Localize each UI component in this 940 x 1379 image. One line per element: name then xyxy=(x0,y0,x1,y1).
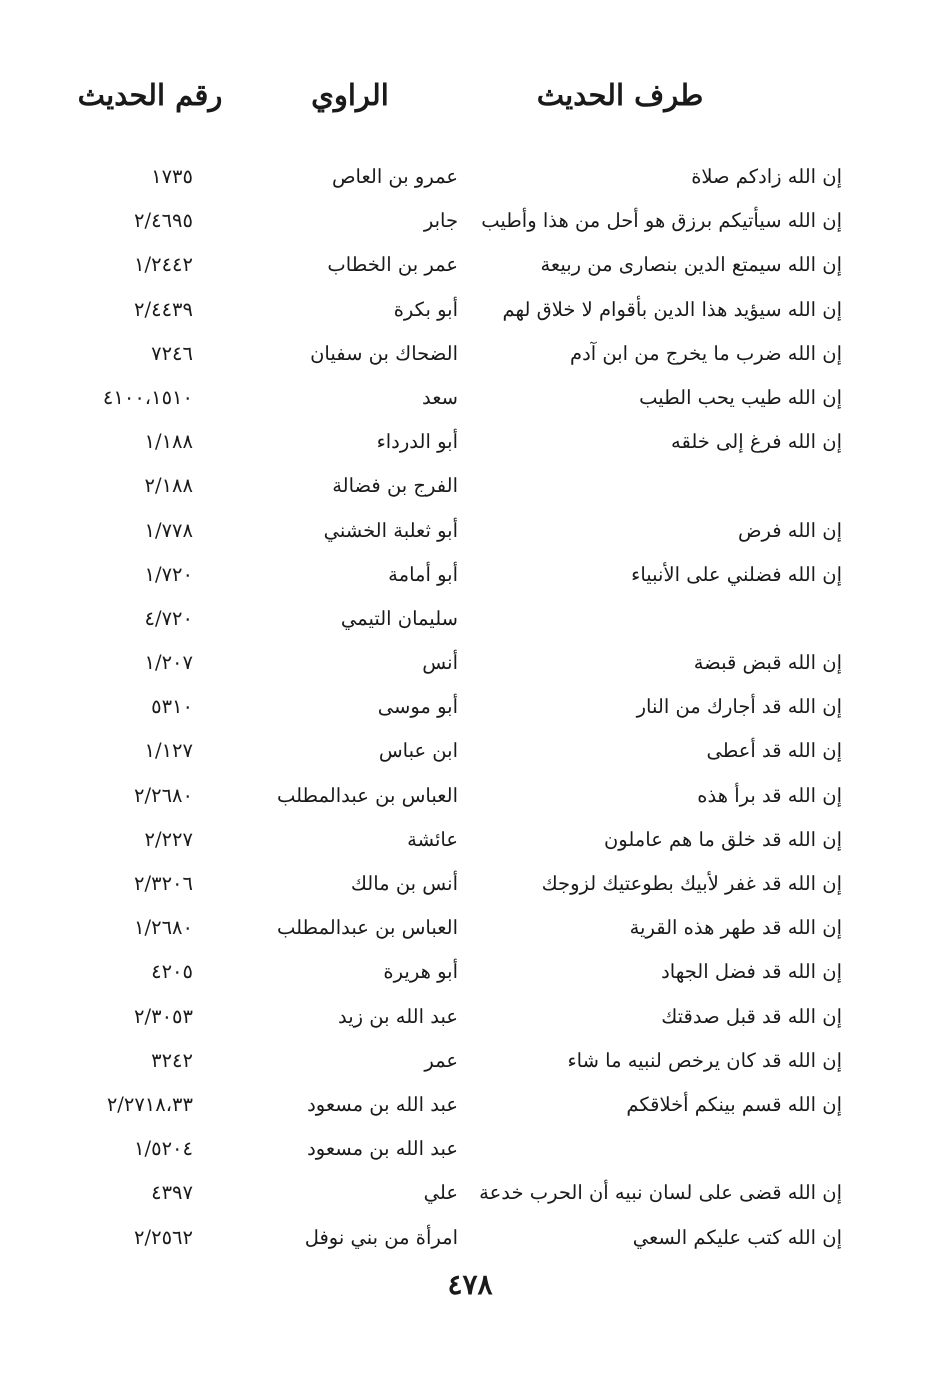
narrator-cell: عمر xyxy=(424,1048,458,1072)
narrator-cell: عبد الله بن زيد xyxy=(338,1004,458,1028)
hadith-number-cell: ٢/٢٦٨٠ xyxy=(134,783,193,807)
hadith-number-cell: ٢/٤٦٩٥ xyxy=(134,209,193,233)
narrator-cell: عمر بن الخطاب xyxy=(327,253,458,277)
hadith-number-cell: ١/٧٢٠ xyxy=(144,562,193,586)
table-row xyxy=(0,818,940,862)
narrator-cell: سليمان التيمي xyxy=(340,606,458,630)
hadith-number-cell: ٤١٠٠،١٥١٠ xyxy=(102,385,193,409)
hadith-opening-cell: إن الله قضى على لسان نبيه أن الحرب خدعة xyxy=(479,1181,842,1205)
narrator-cell: علي xyxy=(423,1181,458,1205)
hadith-opening-cell: إن الله فضلني على الأنبياء xyxy=(631,562,842,586)
narrator-cell: أبو بكرة xyxy=(393,297,458,321)
hadith-opening-cell: إن الله قد كان يرخص لنبيه ما شاء xyxy=(567,1048,842,1072)
table-row xyxy=(0,1171,940,1215)
hadith-opening-cell: إن الله قد برأ هذه xyxy=(697,783,842,807)
hadith-number-cell: ٤٢٠٥ xyxy=(151,960,193,984)
table-row xyxy=(0,774,940,818)
table-row xyxy=(0,597,940,641)
table-row xyxy=(0,243,940,287)
hadith-opening-cell: إن الله سيمتع الدين بنصارى من ربيعة xyxy=(540,253,842,277)
hadith-opening-cell: إن الله سيأتيكم برزق هو أحل من هذا وأطيب xyxy=(481,209,842,233)
hadith-number-cell: ٢/١٨٨ xyxy=(144,474,193,498)
column-header-hadith-opening: طرف الحديث xyxy=(536,78,704,112)
table-row xyxy=(0,155,940,199)
hadith-opening-cell: إن الله قبض قبضة xyxy=(693,651,842,675)
hadith-number-cell: ٤٣٩٧ xyxy=(151,1181,193,1205)
table-row xyxy=(0,906,940,950)
narrator-cell: عبد الله بن مسعود xyxy=(307,1137,458,1161)
table-row xyxy=(0,1127,940,1171)
narrator-cell: أبو الدرداء xyxy=(376,430,458,454)
narrator-cell: العباس بن عبدالمطلب xyxy=(276,783,458,807)
hadith-opening-cell: إن الله قد أجارك من النار xyxy=(636,695,842,719)
column-header-hadith-number: رقم الحديث xyxy=(77,78,223,112)
hadith-number-cell: ٢/٢٢٧ xyxy=(144,827,193,851)
table-row xyxy=(0,995,940,1039)
narrator-cell: امرأة من بني نوفل xyxy=(304,1225,458,1249)
column-header-narrator: الراوي xyxy=(311,78,389,112)
hadith-opening-cell: إن الله قسم بينكم أخلاقكم xyxy=(626,1092,842,1116)
hadith-number-cell: ١/٢٤٤٢ xyxy=(134,253,193,277)
table-row xyxy=(0,862,940,906)
table-row xyxy=(0,1039,940,1083)
narrator-cell: أبو أمامة xyxy=(388,562,458,586)
narrator-cell: ابن عباس xyxy=(378,739,458,763)
hadith-opening-cell: إن الله قد غفر لأبيك بطوعتيك لزوجك xyxy=(541,872,842,895)
table-row xyxy=(0,1083,940,1127)
hadith-number-cell: ٢/٣٠٥٣ xyxy=(134,1004,193,1028)
hadith-opening-cell: إن الله قد قبل صدقتك xyxy=(661,1004,842,1028)
hadith-number-cell: ١/١٢٧ xyxy=(144,739,193,763)
hadith-opening-cell: إن الله قد أعطى xyxy=(706,739,842,763)
table-row xyxy=(0,509,940,553)
table-row xyxy=(0,950,940,994)
table-row xyxy=(0,729,940,773)
hadith-opening-cell: إن الله كتب عليكم السعي xyxy=(632,1225,842,1249)
narrator-cell: سعد xyxy=(422,385,458,409)
hadith-opening-cell: إن الله سيؤيد هذا الدين بأقوام لا خلاق لهم xyxy=(502,297,842,321)
table-row xyxy=(0,685,940,729)
narrator-cell: أبو موسى xyxy=(377,695,458,719)
narrator-cell: الضحاك بن سفيان xyxy=(310,341,458,365)
hadith-opening-cell: إن الله قد خلق ما هم عاملون xyxy=(603,827,842,851)
hadith-number-cell: ١/٢٠٧ xyxy=(144,651,193,675)
narrator-cell: جابر xyxy=(423,209,458,233)
hadith-opening-cell: إن الله فرض xyxy=(737,518,842,542)
table-row xyxy=(0,332,940,376)
hadith-number-cell: ١/٥٢٠٤ xyxy=(134,1137,193,1161)
narrator-cell: العباس بن عبدالمطلب xyxy=(276,916,458,940)
hadith-opening-cell: إن الله زادكم صلاة xyxy=(691,165,842,188)
page-number: ٤٧٨ xyxy=(447,1268,493,1301)
narrator-cell: أنس xyxy=(422,651,458,675)
hadith-number-cell: ٢/٤٤٣٩ xyxy=(134,297,193,321)
narrator-cell: الفرج بن فضالة xyxy=(332,474,458,498)
table-row xyxy=(0,553,940,597)
narrator-cell: عبد الله بن مسعود xyxy=(307,1092,458,1116)
hadith-number-cell: ١/٢٦٨٠ xyxy=(134,916,193,940)
hadith-number-cell: ٥٣١٠ xyxy=(151,695,193,719)
hadith-opening-cell: إن الله طيب يحب الطيب xyxy=(639,385,842,409)
hadith-number-cell: ٧٢٤٦ xyxy=(151,341,193,365)
narrator-cell: عمرو بن العاص xyxy=(331,165,458,188)
hadith-number-cell: ٢/٢٧١٨،٣٣ xyxy=(106,1092,193,1116)
narrator-cell: أنس بن مالك xyxy=(350,872,458,895)
hadith-index-table xyxy=(0,155,940,1260)
hadith-opening-cell: إن الله قد فضل الجهاد xyxy=(661,960,842,984)
table-header xyxy=(0,78,940,122)
table-row xyxy=(0,420,940,464)
hadith-opening-cell: إن الله فرغ إلى خلقه xyxy=(671,430,842,454)
narrator-cell: أبو هريرة xyxy=(383,960,458,984)
table-row xyxy=(0,1216,940,1260)
table-row xyxy=(0,641,940,685)
narrator-cell: عائشة xyxy=(407,827,458,851)
hadith-number-cell: ١/٧٧٨ xyxy=(144,518,193,542)
hadith-opening-cell: إن الله ضرب ما يخرج من ابن آدم xyxy=(570,341,842,365)
hadith-number-cell: ٢/٢٥٦٢ xyxy=(134,1225,193,1249)
table-row xyxy=(0,199,940,243)
hadith-number-cell: ٤/٧٢٠ xyxy=(144,606,193,630)
table-row xyxy=(0,464,940,508)
hadith-number-cell: ٣٢٤٢ xyxy=(151,1048,193,1072)
hadith-number-cell: ١٧٣٥ xyxy=(151,165,193,188)
narrator-cell: أبو ثعلبة الخشني xyxy=(323,518,458,542)
hadith-number-cell: ٢/٣٢٠٦ xyxy=(134,872,193,895)
hadith-opening-cell: إن الله قد طهر هذه القرية xyxy=(629,916,842,940)
table-row xyxy=(0,376,940,420)
hadith-number-cell: ١/١٨٨ xyxy=(144,430,193,454)
table-row xyxy=(0,288,940,332)
